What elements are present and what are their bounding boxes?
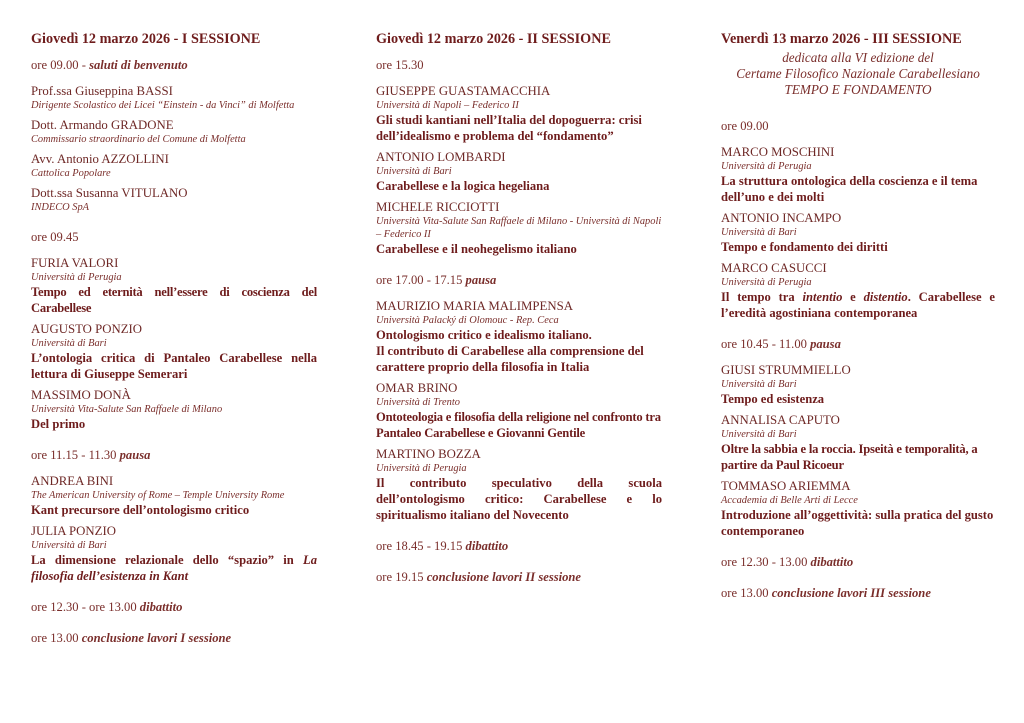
speaker-name: TOMMASO ARIEMMA [721,479,851,493]
session-subtitle-line: TEMPO E FONDAMENTO [784,82,932,97]
time-slot [721,118,995,134]
speaker-entry [376,446,662,523]
speaker-affiliation: Università di Bari [376,166,452,177]
time-slot [721,336,995,352]
time-text: ore 09.00 - [31,58,90,72]
speaker-entry [721,144,995,205]
time-text: ore 12.30 - ore 13.00 [31,600,140,614]
speaker-affiliation: Università di Bari [721,379,797,390]
speaker-name: ANDREA BINI [31,474,114,488]
speaker-name: OMAR BRINO [376,381,458,395]
session-heading: Venerdì 13 marzo 2026 - III SESSIONE [721,31,962,47]
time-text: ore 17.00 - 17.15 [376,273,466,287]
session-subtitle-line: dedicata alla VI edizione del [782,50,934,65]
talk-title: Gli studi kantiani nell’Italia del dopoguerra: crisi dell’idealismo e problema del “fondamento” [376,113,642,143]
talk-title-italic: intentio [802,290,843,304]
speaker-affiliation: Università di Perugia [721,161,812,172]
talk-title [31,552,317,584]
session-heading: Giovedì 12 marzo 2026 - II SESSIONE [376,31,611,47]
talk-title: Del primo [31,417,86,431]
talk-title: Ontologismo critico e idealismo italiano. [376,328,592,342]
session-1-column [31,31,317,646]
talk-title: Oltre la sabbia e la roccia. Ipseità e temporalità, a partire da Paul Ricoeur [721,442,978,472]
time-label: pausa [810,337,841,351]
speaker-name: FURIA VALORI [31,256,119,270]
time-label: dibattito [139,600,183,614]
speaker-name: MARCO CASUCCI [721,261,827,275]
time-text: ore 10.45 - 11.00 [721,337,811,351]
session-3-column [721,31,995,601]
speaker-entry [31,387,317,432]
speaker-entry [721,362,995,407]
talk-title-text: La dimensione relazionale dello “spazio” in [31,553,303,567]
talk-title-italic: distentio [863,290,908,304]
talk-title-italic: La filosofia dell’esistenza in Kant [31,553,317,583]
speaker-entry [31,473,317,518]
speaker-entry [31,185,317,214]
talk-title: Introduzione all’oggettività: sulla pratica del gusto contemporaneo [721,508,994,538]
session-2-column [376,31,662,585]
speaker-entry [721,412,995,473]
talk-title: L’ontologia critica di Pantaleo Carabellese nella lettura di Giuseppe Semerari [31,351,317,381]
time-slot [31,599,317,615]
speaker-name: GIUSI STRUMMIELLO [721,363,851,377]
time-label: conclusione lavori I sessione [81,631,232,645]
speaker-name: Avv. Antonio AZZOLLINI [31,152,169,166]
time-slot [376,57,662,73]
speaker-name: AUGUSTO PONZIO [31,322,143,336]
speaker-affiliation: Università di Perugia [721,277,812,288]
talk-title: Tempo ed esistenza [721,392,825,406]
speaker-entry [376,380,662,441]
speaker-name: Dott. Armando GRADONE [31,118,174,132]
talk-title: Carabellese e la logica hegeliana [376,179,550,193]
speaker-affiliation: The American University of Rome – Temple University Rome [31,490,285,501]
session-heading: Giovedì 12 marzo 2026 - I SESSIONE [31,31,261,47]
speaker-name: JULIA PONZIO [31,524,116,538]
time-label: pausa [465,273,497,287]
time-label: conclusione lavori III sessione [771,586,931,600]
time-slot [721,585,995,601]
speaker-entry [376,298,662,375]
speaker-affiliation: Università Vita-Salute San Raffaele di Milano [31,404,223,415]
speaker-name: MASSIMO DONÀ [31,388,131,402]
speaker-name: GIUSEPPE GUASTAMACCHIA [376,84,551,98]
speaker-entry [721,478,995,539]
time-text: ore 18.45 - 19.15 [376,539,466,553]
speaker-affiliation: Università di Perugia [31,272,122,283]
time-text: ore 19.15 [376,570,427,584]
speaker-name: ANTONIO LOMBARDI [376,150,506,164]
time-slot [376,569,662,585]
speaker-affiliation: Università di Bari [31,540,107,551]
speaker-affiliation: Accademia di Belle Arti di Lecce [721,495,858,506]
talk-title-text: Il tempo tra [721,290,803,304]
talk-title: Il contributo speculativo della scuola dell’ontologismo critico: Carabellese e lo spiritualismo italiano del Novecento [376,476,662,522]
talk-title: Ontoteologia e filosofia della religione nel confronto tra Pantaleo Carabellese e Giovanni Gentile [376,410,661,440]
time-text: ore 13.00 [721,586,772,600]
speaker-entry [376,83,662,144]
speaker-affiliation: Università di Bari [721,429,797,440]
time-label: saluti di benvenuto [89,58,188,72]
time-slot [721,554,995,570]
speaker-name: ANNALISA CAPUTO [721,413,840,427]
talk-title-continued: Il contributo di Carabellese alla comprensione del carattere proprio della filosofia in Italia [376,344,644,374]
speaker-affiliation: Università di Napoli – Federico II [376,100,519,111]
speaker-entry [31,523,317,584]
time-slot [376,538,662,554]
time-text: ore 13.00 [31,631,82,645]
time-label: dibattito [810,555,854,569]
speaker-affiliation: Università Palacký di Olomouc - Rep. Ceca [376,315,559,326]
speaker-entry [31,117,317,146]
talk-title-text: . Carabellese e l’eredità agostiniana contemporanea [721,290,995,320]
speaker-affiliation: Dirigente Scolastico dei Licei “Einstein - da Vinci” di Molfetta [31,100,295,111]
speaker-affiliation: Cattolica Popolare [31,168,111,179]
speaker-affiliation: Università Vita-Salute San Raffaele di Milano - Università di Napoli – Federico II [376,216,662,240]
speaker-entry [376,149,662,194]
speaker-name: MAURIZIO MARIA MALIMPENSA [376,299,573,313]
time-label: pausa [119,448,151,462]
speaker-name: Dott.ssa Susanna VITULANO [31,186,188,200]
talk-title-text: e [842,290,864,304]
time-text: ore 09.00 [721,119,769,133]
speaker-affiliation: Università di Bari [721,227,797,238]
talk-title: Carabellese e il neohegelismo italiano [376,242,577,256]
speaker-affiliation: Università di Bari [31,338,107,349]
speaker-name: MARCO MOSCHINI [721,145,835,159]
time-slot [31,57,317,73]
time-slot [31,630,317,646]
speaker-name: ANTONIO INCAMPO [721,211,842,225]
speaker-affiliation: Commissario straordinario del Comune di Molfetta [31,134,246,145]
talk-title: Kant precursore dell’ontologismo critico [31,503,250,517]
talk-title: La struttura ontologica della coscienza e il tema dell’uno e dei molti [721,174,978,204]
time-slot [376,272,662,288]
speaker-entry [376,199,662,257]
speaker-entry [721,260,995,321]
speaker-name: Prof.ssa Giuseppina BASSI [31,84,173,98]
talk-title: Tempo ed eternità nell’essere di coscienza del Carabellese [31,285,317,315]
time-label: dibattito [465,539,509,553]
speaker-entry [721,210,995,255]
speaker-affiliation: INDECO SpA [31,202,90,213]
session-subtitle-line: Certame Filosofico Nazionale Carabellesiano [736,66,980,81]
time-slot [31,229,317,245]
time-label: conclusione lavori II sessione [426,570,582,584]
speaker-entry [31,255,317,316]
time-text: ore 09.45 [31,230,79,244]
speaker-affiliation: Università di Perugia [376,463,467,474]
time-slot [31,447,317,463]
time-text: ore 11.15 - 11.30 [31,448,120,462]
speaker-name: MICHELE RICCIOTTI [376,200,500,214]
speaker-affiliation: Università di Trento [376,397,460,408]
speaker-entry [31,321,317,382]
time-text: ore 15.30 [376,58,424,72]
speaker-entry [31,83,317,112]
talk-title: Tempo e fondamento dei diritti [721,240,888,254]
speaker-name: MARTINO BOZZA [376,447,481,461]
speaker-entry [31,151,317,180]
time-text: ore 12.30 - 13.00 [721,555,811,569]
talk-title [721,289,995,321]
